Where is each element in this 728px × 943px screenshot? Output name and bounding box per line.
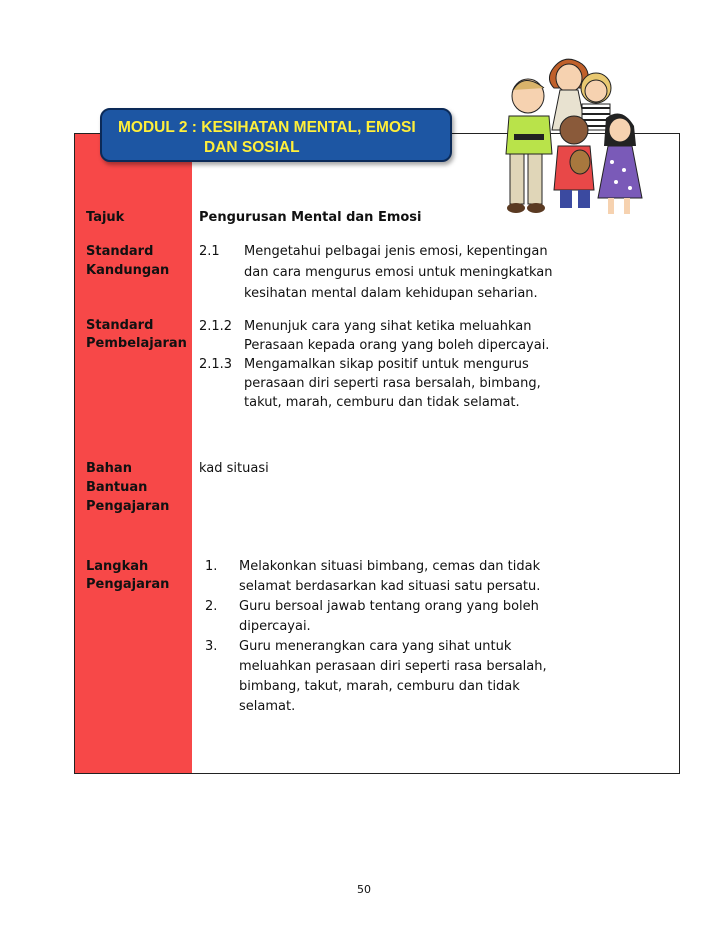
label-standard-pembelajaran-2: Pembelajaran [86, 336, 187, 351]
module-title-banner [100, 108, 452, 162]
children-group-illustration [494, 50, 644, 220]
module-title-line-2: DAN SOSIAL [204, 139, 300, 156]
label-bahan-2: Bantuan [86, 480, 148, 495]
langkah-step-line: selamat. [239, 699, 296, 714]
label-column [75, 134, 192, 773]
standard-kandungan-line: Mengetahui pelbagai jenis emosi, kepentingan [244, 244, 548, 259]
bahan-value: kad situasi [199, 461, 269, 476]
standard-pembelajaran-line: takut, marah, cemburu dan tidak selamat. [244, 395, 520, 410]
module-title-line-1: MODUL 2 : KESIHATAN MENTAL, EMOSI [118, 119, 416, 136]
page-number: 50 [357, 883, 371, 896]
label-bahan-3: Pengajaran [86, 499, 170, 514]
langkah-step-line: selamat berdasarkan kad situasi satu persatu. [239, 579, 541, 594]
standard-pembelajaran-line: perasaan diri seperti rasa bersalah, bimbang, [244, 376, 541, 391]
langkah-step-number: 3. [205, 639, 218, 654]
langkah-step-line: Melakonkan situasi bimbang, cemas dan tidak [239, 559, 541, 574]
langkah-step-line: Guru menerangkan cara yang sihat untuk [239, 639, 512, 654]
child-figure [506, 79, 552, 213]
label-bahan-1: Bahan [86, 461, 132, 476]
label-langkah-2: Pengajaran [86, 577, 170, 592]
child-figure [554, 116, 594, 208]
standard-kandungan-line: dan cara mengurus emosi untuk meningkatkan [244, 265, 553, 280]
tajuk-value: Pengurusan Mental dan Emosi [199, 210, 422, 225]
standard-pembelajaran-line: Perasaan kepada orang yang boleh dipercayai. [244, 338, 550, 353]
standard-kandungan-number: 2.1 [199, 244, 220, 259]
langkah-step-line: bimbang, takut, marah, cemburu dan tidak [239, 679, 520, 694]
langkah-step-number: 2. [205, 599, 218, 614]
label-standard-kandungan-2: Kandungan [86, 263, 170, 278]
label-standard-pembelajaran-1: Standard [86, 318, 154, 333]
label-standard-kandungan-1: Standard [86, 244, 154, 259]
standard-pembelajaran-number: 2.1.2 [199, 319, 233, 334]
langkah-step-line: dipercayai. [239, 619, 311, 634]
langkah-step-line: meluahkan perasaan diri seperti rasa bersalah, [239, 659, 547, 674]
langkah-step-number: 1. [205, 559, 218, 574]
standard-pembelajaran-line: Menunjuk cara yang sihat ketika meluahkan [244, 319, 532, 334]
langkah-step-line: Guru bersoal jawab tentang orang yang boleh [239, 599, 539, 614]
label-langkah-1: Langkah [86, 559, 149, 574]
standard-pembelajaran-line: Mengamalkan sikap positif untuk mengurus [244, 357, 529, 372]
standard-pembelajaran-number: 2.1.3 [199, 357, 233, 372]
standard-kandungan-line: kesihatan mental dalam kehidupan seharian. [244, 286, 538, 301]
label-tajuk: Tajuk [86, 210, 125, 225]
